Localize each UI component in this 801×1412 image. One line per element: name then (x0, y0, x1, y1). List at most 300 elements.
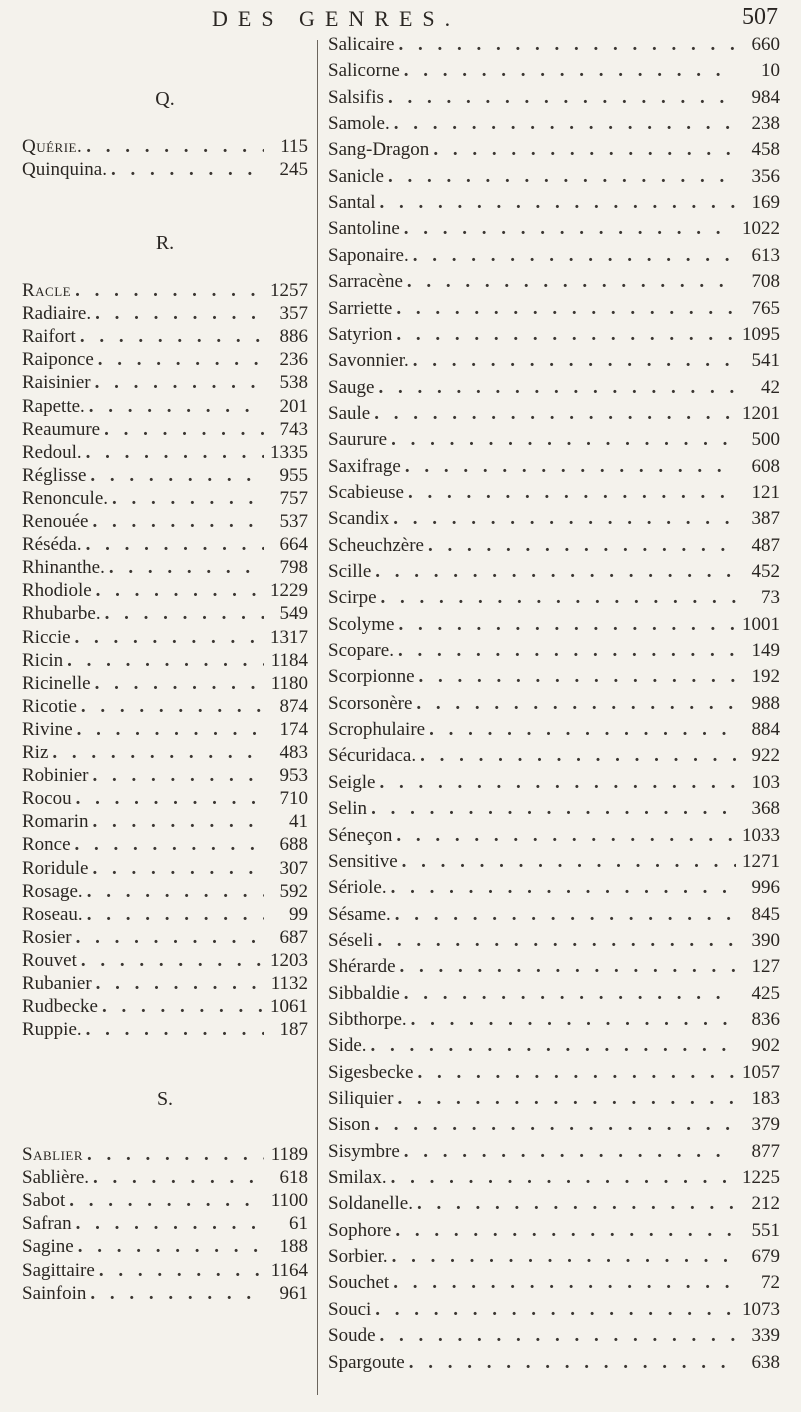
dot-leader (389, 1272, 736, 1294)
index-entry (328, 719, 780, 740)
entry-page-number: 1001 (742, 614, 780, 635)
entry-name: Souchet (328, 1272, 390, 1293)
dot-leader (85, 396, 264, 418)
dot-leader (74, 1236, 264, 1258)
right-index-column (317, 34, 780, 1395)
entry-page-number: 212 (751, 1193, 780, 1214)
dot-leader (413, 1062, 736, 1084)
index-entry (328, 825, 780, 846)
dot-leader (83, 881, 264, 903)
entry-page-number: 1100 (270, 1190, 308, 1211)
index-entry (22, 603, 308, 624)
entry-page-number: 192 (751, 666, 780, 687)
entry-page-number: 127 (751, 956, 780, 977)
entry-page-number: 487 (751, 535, 780, 556)
entry-name: Salsifis (328, 87, 384, 108)
entry-name: Souci (328, 1299, 372, 1320)
entry-name: Sibthorpe. (328, 1009, 407, 1030)
dot-leader (409, 350, 736, 372)
entry-name: Safran (22, 1213, 72, 1234)
entry-page-number: 996 (751, 877, 780, 898)
dot-leader (400, 1141, 736, 1163)
index-entry (22, 326, 308, 347)
entry-page-number: 608 (751, 456, 780, 477)
dot-leader (425, 719, 736, 741)
index-entry (22, 719, 308, 740)
index-entry (22, 1236, 308, 1257)
index-entry (328, 983, 780, 1004)
dot-leader (108, 488, 264, 510)
entry-name: Sainfoin (22, 1283, 87, 1304)
entry-page-number: 368 (751, 798, 780, 819)
entry-name: Soude (328, 1325, 376, 1346)
entry-name: Roridule (22, 858, 89, 879)
index-entry (328, 1272, 780, 1293)
dot-leader (400, 60, 736, 82)
entry-name: Rosage. (22, 881, 83, 902)
index-entry (22, 511, 308, 532)
entry-page-number: 538 (279, 372, 308, 393)
entry-page-number: 1095 (742, 324, 780, 345)
entry-name: Savonnier. (328, 350, 409, 371)
entry-name: Side. (328, 1035, 367, 1056)
index-entry (328, 745, 780, 766)
entry-page-number: 687 (279, 927, 308, 948)
index-entry (328, 772, 780, 793)
dot-leader (409, 245, 736, 267)
entry-name: Sériole. (328, 877, 387, 898)
dot-leader (101, 603, 264, 625)
index-entry (22, 1019, 308, 1040)
dot-leader (71, 627, 264, 649)
entry-name: Soldanelle. (328, 1193, 413, 1214)
entry-name: Sarriette (328, 298, 393, 319)
entry-name: Shérarde (328, 956, 396, 977)
entry-name: Spargoute (328, 1352, 405, 1373)
index-entry (328, 403, 780, 424)
entry-name: Sanicle (328, 166, 384, 187)
dot-leader (390, 113, 736, 135)
index-entry (22, 973, 308, 994)
entry-name: Rouvet (22, 950, 77, 971)
entry-page-number: 743 (279, 419, 308, 440)
index-entry (328, 1114, 780, 1135)
index-entry (328, 1035, 780, 1056)
entry-page-number: 1057 (742, 1062, 780, 1083)
entry-name: Redoul. (22, 442, 82, 463)
entry-page-number: 1225 (742, 1167, 780, 1188)
dot-leader (405, 1352, 736, 1374)
entry-name: Séseli (328, 930, 374, 951)
entry-name: Réséda. (22, 534, 82, 555)
entry-page-number: 115 (280, 136, 308, 157)
entry-name: Sang-Dragon (328, 139, 430, 160)
entry-page-number: 1180 (270, 673, 308, 694)
index-entry (328, 798, 780, 819)
index-entry (22, 465, 308, 486)
dot-leader (91, 673, 264, 695)
dot-leader (407, 1009, 736, 1031)
entry-name: Sagittaire (22, 1260, 95, 1281)
dot-leader (394, 640, 736, 662)
dot-leader (415, 666, 736, 688)
entry-page-number: 618 (279, 1167, 308, 1188)
index-entry (328, 1220, 780, 1241)
index-entry (328, 1141, 780, 1162)
entry-page-number: 537 (279, 511, 308, 532)
dot-leader (72, 1213, 264, 1235)
entry-page-number: 183 (751, 1088, 780, 1109)
index-entry (328, 34, 780, 55)
entry-page-number: 356 (751, 166, 780, 187)
index-entry (328, 851, 780, 872)
dot-leader (91, 372, 264, 394)
entry-page-number: 679 (751, 1246, 780, 1267)
dot-leader (413, 1193, 736, 1215)
entry-name: Rhodiole (22, 580, 92, 601)
entry-page-number: 245 (279, 159, 308, 180)
section-letter: Q. (155, 88, 175, 110)
index-entry (22, 673, 308, 694)
index-entry (22, 627, 308, 648)
entry-page-number: 902 (751, 1035, 780, 1056)
dot-leader (388, 1246, 736, 1268)
index-entry (328, 113, 780, 134)
index-entry (328, 350, 780, 371)
entry-name: Quérie. (22, 136, 83, 157)
index-entry (328, 877, 780, 898)
entry-name: Réglisse (22, 465, 87, 486)
entry-page-number: 613 (751, 245, 780, 266)
dot-leader (107, 159, 264, 181)
entry-name: Sésame. (328, 904, 391, 925)
index-entry (328, 1088, 780, 1109)
entry-page-number: 688 (279, 834, 308, 855)
dot-leader (77, 696, 264, 718)
index-entry (328, 192, 780, 213)
entry-page-number: 922 (751, 745, 780, 766)
index-entry (22, 950, 308, 971)
entry-page-number: 425 (751, 983, 780, 1004)
entry-page-number: 549 (279, 603, 308, 624)
entry-page-number: 961 (279, 1283, 308, 1304)
dot-leader (76, 326, 264, 348)
dot-leader (88, 511, 264, 533)
entry-name: Renoncule. (22, 488, 109, 509)
index-entry (328, 1325, 780, 1346)
entry-page-number: 1229 (270, 580, 308, 601)
index-entry (328, 693, 780, 714)
entry-page-number: 757 (279, 488, 308, 509)
entry-page-number: 72 (761, 1272, 780, 1293)
dot-leader (89, 858, 265, 880)
entry-page-number: 452 (751, 561, 780, 582)
dot-leader (95, 1260, 264, 1282)
entry-name: Scirpe (328, 587, 377, 608)
entry-page-number: 884 (751, 719, 780, 740)
index-entry (328, 271, 780, 292)
index-entry (22, 1260, 308, 1281)
index-entry (22, 927, 308, 948)
dot-leader (387, 1167, 736, 1189)
index-entry (328, 87, 780, 108)
dot-leader (373, 930, 736, 952)
entry-name: Rapette. (22, 396, 85, 417)
index-entry (22, 534, 308, 555)
dot-leader (387, 877, 736, 899)
index-entry (328, 1062, 780, 1083)
dot-leader (424, 535, 736, 557)
entry-name: Samole. (328, 113, 390, 134)
entry-page-number: 357 (279, 303, 308, 324)
index-entry (328, 1193, 780, 1214)
dot-leader (82, 136, 264, 158)
dot-leader (384, 87, 736, 109)
dot-leader (71, 834, 264, 856)
entry-name: Saule (328, 403, 371, 424)
entry-name: Roseau. (22, 904, 83, 925)
index-entry (328, 614, 780, 635)
entry-page-number: 874 (279, 696, 308, 717)
index-entry (328, 640, 780, 661)
index-entry (22, 442, 308, 463)
entry-page-number: 73 (761, 587, 780, 608)
entry-page-number: 1073 (742, 1299, 780, 1320)
dot-leader (376, 772, 737, 794)
dot-leader (400, 983, 736, 1005)
entry-name: Sensitive (328, 851, 398, 872)
index-entry (22, 159, 308, 180)
dot-leader (416, 745, 736, 767)
dot-leader (82, 442, 264, 464)
index-entry (328, 456, 780, 477)
entry-page-number: 1317 (270, 627, 308, 648)
dot-leader (396, 956, 736, 978)
entry-page-number: 798 (279, 557, 308, 578)
dot-leader (403, 271, 736, 293)
entry-name: Seigle (328, 772, 376, 793)
entry-name: Sabot (22, 1190, 66, 1211)
entry-page-number: 765 (751, 298, 780, 319)
dot-leader (100, 419, 264, 441)
entry-page-number: 953 (279, 765, 308, 786)
entry-name: Santoline (328, 218, 400, 239)
entry-page-number: 1033 (742, 825, 780, 846)
index-entry (22, 580, 308, 601)
entry-name: Rocou (22, 788, 72, 809)
index-entry (22, 650, 308, 671)
entry-page-number: 187 (279, 1019, 308, 1040)
page-header-title: DES GENRES. (212, 6, 461, 31)
entry-name: Scorpionne (328, 666, 415, 687)
dot-leader (370, 403, 736, 425)
entry-name: Romarin (22, 811, 89, 832)
index-entry (328, 666, 780, 687)
index-entry (328, 429, 780, 450)
index-entry (328, 535, 780, 556)
index-entry (22, 904, 308, 925)
dot-leader (71, 280, 264, 302)
dot-leader (73, 719, 264, 741)
entry-name: Sigesbecke (328, 1062, 414, 1083)
index-entry (22, 1283, 308, 1304)
entry-page-number: 1189 (270, 1144, 308, 1165)
dot-leader (86, 1283, 264, 1305)
dot-leader (63, 650, 264, 672)
index-entry (328, 324, 780, 345)
entry-page-number: 238 (751, 113, 780, 134)
entry-name: Smilax. (328, 1167, 387, 1188)
dot-leader (367, 798, 736, 820)
entry-page-number: 710 (279, 788, 308, 809)
dot-leader (86, 465, 264, 487)
entry-page-number: 984 (751, 87, 780, 108)
entry-name: Rhinanthe. (22, 557, 105, 578)
entry-name: Ricinelle (22, 673, 91, 694)
section-letter: S. (156, 1088, 174, 1110)
dot-leader (72, 788, 264, 810)
entry-name: Scille (328, 561, 372, 582)
entry-page-number: 379 (751, 1114, 780, 1135)
entry-name: Saponaire. (328, 245, 409, 266)
entry-name: Ruppie. (22, 1019, 82, 1040)
index-entry (328, 1299, 780, 1320)
dot-leader (401, 456, 736, 478)
entry-page-number: 1271 (742, 851, 780, 872)
index-entry (328, 1167, 780, 1188)
dot-leader (77, 950, 264, 972)
entry-page-number: 551 (751, 1220, 780, 1241)
entry-page-number: 339 (751, 1325, 780, 1346)
entry-name: Sablière. (22, 1167, 90, 1188)
index-entry (22, 834, 308, 855)
entry-page-number: 10 (761, 60, 780, 81)
entry-page-number: 660 (751, 34, 780, 55)
entry-name: Raiponce (22, 349, 94, 370)
dot-leader (389, 508, 736, 530)
entry-name: Sorbier. (328, 1246, 388, 1267)
dot-leader (92, 973, 264, 995)
index-entry (22, 136, 308, 157)
dot-leader (91, 303, 264, 325)
entry-name: Ricotie (22, 696, 77, 717)
dot-leader (94, 349, 264, 371)
entry-name: Selin (328, 798, 368, 819)
entry-page-number: 1335 (270, 442, 308, 463)
index-entry (22, 765, 308, 786)
index-entry (22, 419, 308, 440)
entry-page-number: 483 (279, 742, 308, 763)
entry-name: Racle (22, 280, 72, 301)
dot-leader (367, 1035, 736, 1057)
index-entry (328, 139, 780, 160)
index-entry (22, 1167, 308, 1188)
dot-leader (387, 429, 736, 451)
dot-leader (394, 34, 736, 56)
dot-leader (391, 904, 736, 926)
entry-name: Rubanier (22, 973, 92, 994)
dot-leader (371, 561, 736, 583)
dot-leader (391, 1220, 736, 1242)
entry-name: Rivine (22, 719, 73, 740)
dot-leader (376, 192, 737, 214)
entry-page-number: 390 (751, 930, 780, 951)
index-entry (328, 1246, 780, 1267)
index-entry (22, 858, 308, 879)
entry-page-number: 387 (751, 508, 780, 529)
entry-name: Rhubarbe. (22, 603, 101, 624)
entry-name: Sophore (328, 1220, 392, 1241)
entry-page-number: 886 (279, 326, 308, 347)
entry-name: Scorsonère (328, 693, 413, 714)
dot-leader (89, 765, 265, 787)
entry-page-number: 41 (289, 811, 308, 832)
entry-page-number: 845 (751, 904, 780, 925)
entry-name: Satyrion (328, 324, 393, 345)
entry-name: Renouée (22, 511, 89, 532)
entry-page-number: 541 (751, 350, 780, 371)
entry-name: Ronce (22, 834, 71, 855)
page-number: 507 (742, 4, 778, 30)
index-entry (328, 587, 780, 608)
index-entry (22, 488, 308, 509)
dot-leader (377, 587, 736, 609)
index-entry (22, 996, 308, 1017)
entry-name: Salicorne (328, 60, 400, 81)
dot-leader (370, 1114, 736, 1136)
index-entry (328, 298, 780, 319)
entry-name: Riccie (22, 627, 71, 648)
dot-leader (393, 1088, 736, 1110)
dot-leader (392, 324, 736, 346)
dot-leader (89, 1167, 264, 1189)
entry-name: Raisinier (22, 372, 91, 393)
entry-page-number: 103 (751, 772, 780, 793)
entry-name: Riz (22, 742, 49, 763)
dot-leader (392, 298, 736, 320)
entry-page-number: 121 (751, 482, 780, 503)
dot-leader (82, 1019, 264, 1041)
entry-page-number: 236 (279, 349, 308, 370)
index-entry (328, 60, 780, 81)
entry-page-number: 61 (289, 1213, 308, 1234)
index-entry (328, 1009, 780, 1030)
entry-name: Scopare. (328, 640, 394, 661)
entry-page-number: 638 (751, 1352, 780, 1373)
entry-name: Séneçon (328, 825, 393, 846)
index-entry (22, 1144, 308, 1165)
entry-name: Quinquina. (22, 159, 107, 180)
dot-leader (400, 218, 736, 240)
entry-name: Radiaire. (22, 303, 92, 324)
index-entry (22, 696, 308, 717)
entry-name: Scrophulaire (328, 719, 426, 740)
index-entry (328, 377, 780, 398)
entry-name: Rudbecke (22, 996, 98, 1017)
index-entry (22, 742, 308, 763)
entry-page-number: 1132 (270, 973, 308, 994)
dot-leader (82, 534, 264, 556)
dot-leader (89, 811, 265, 833)
index-entry (22, 788, 308, 809)
entry-name: Scandix (328, 508, 390, 529)
entry-page-number: 1022 (742, 218, 780, 239)
entry-page-number: 708 (751, 271, 780, 292)
index-entry (328, 508, 780, 529)
entry-name: Scabieuse (328, 482, 404, 503)
dot-leader (429, 139, 736, 161)
index-entry (328, 166, 780, 187)
